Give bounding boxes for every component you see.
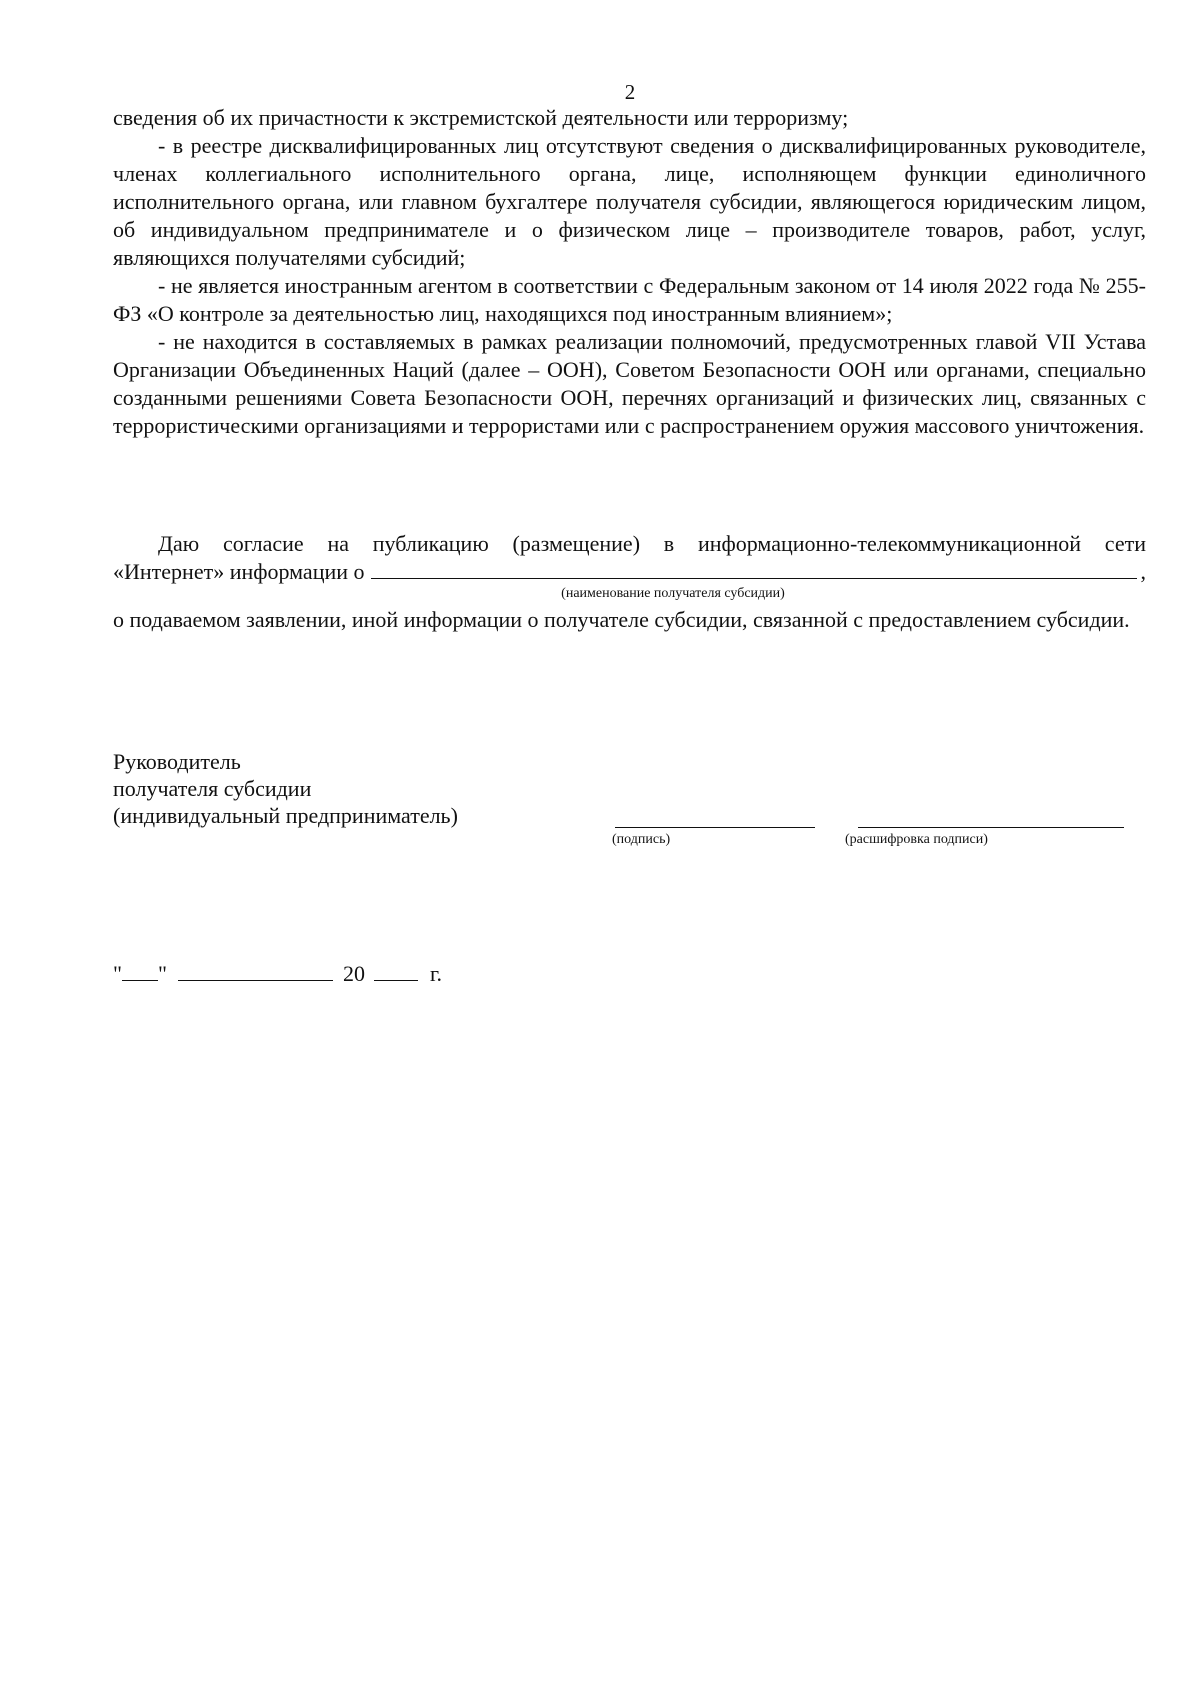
date-open-quote: " (113, 961, 122, 986)
consent-block (113, 530, 1146, 634)
role-line-2: получателя субсидии (113, 776, 312, 801)
date-month-field[interactable] (178, 962, 333, 981)
body-paragraph-1 (113, 104, 1146, 132)
paragraph-disqualified-registry: - в реестре дисквалифицированных лиц отсутствуют сведения о дисквалифицированных руководителе, членах коллегиального исполнительного органа, лице, исполняющем функции единоличного исполнительного органа, или главном бухгалтере получателя субсидии, являющегося юридическим лицом, об индивидуальном предпринимателе и о физическом лице – производителе товаров, работ, услуг, являющихся получателями субсидий; (113, 133, 1146, 270)
body-paragraphs (113, 132, 1146, 440)
consent-line-2 (113, 558, 1146, 586)
signature-caption: (подпись) (612, 832, 671, 847)
paragraph-extremism: сведения об их причастности к экстремистской деятельности или терроризму; (113, 105, 849, 130)
paragraph-foreign-agent: - не является иностранным агентом в соответствии с Федеральным законом от 14 июля 2022 года № 255-ФЗ «О контроле за деятельностью лиц, находящихся под иностранным влиянием»; (113, 273, 1146, 326)
signatory-role (113, 748, 458, 829)
recipient-name-caption: (наименование получателя субсидии) (561, 586, 785, 601)
date-year-suffix: г. (429, 961, 443, 986)
consent-prefix: «Интернет» информации о (113, 559, 365, 584)
date-year-prefix: 20 (342, 961, 365, 986)
role-line-1: Руководитель (113, 749, 241, 774)
date-day-field[interactable] (122, 962, 158, 981)
page-number: 2 (624, 80, 636, 104)
signature-decoding-caption: (расшифровка подписи) (845, 832, 988, 847)
consent-suffix: , (1140, 559, 1146, 584)
signature-field[interactable] (615, 826, 815, 828)
date-year-field[interactable] (374, 962, 418, 981)
role-line-3: (индивидуальный предприниматель) (113, 803, 458, 828)
paragraph-un-lists: - не находится в составляемых в рамках реализации полномочий, предусмотренных главой VII Устава Организации Объединенных Наций (далее – ООН), Советом Безопасности ООН или органами, специально созданными решениями Совета Безопасности ООН, перечнях организаций и физических лиц, связанных с террористическими организациями и террористами или с распространением оружия массового уничтожения. (113, 329, 1146, 438)
consent-line-1: Даю согласие на публикацию (размещение) в информационно-телекоммуникационной сети (158, 531, 1146, 556)
date-close-quote: " (157, 961, 167, 986)
signature-decoding-field[interactable] (858, 826, 1124, 828)
recipient-name-field[interactable] (371, 558, 1137, 579)
date-line (113, 960, 442, 988)
consent-rest: о подаваемом заявлении, иной информации о получателе субсидии, связанной с предоставлением субсидии. (113, 607, 1130, 632)
